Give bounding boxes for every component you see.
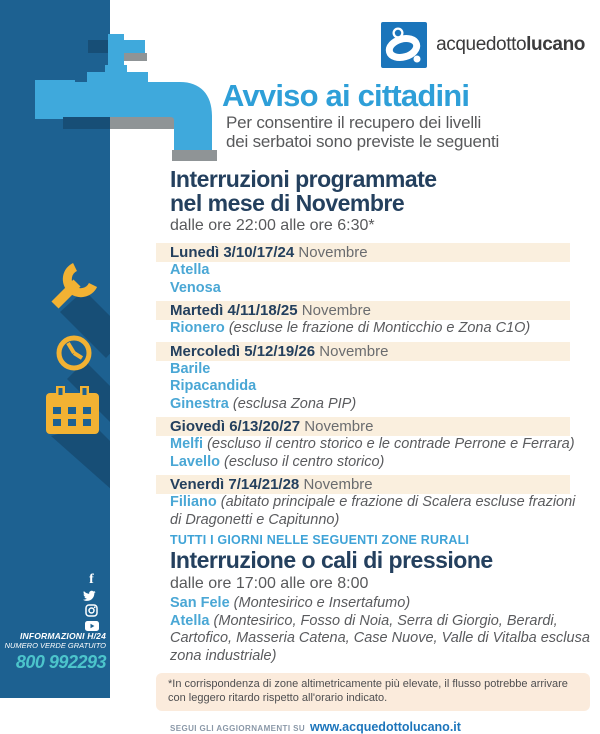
- town-item: Venosa: [170, 279, 221, 296]
- rural-town-item: San Fele (Montesirico e Insertafumo): [170, 595, 411, 611]
- info-block: [0, 631, 106, 651]
- town-item: Lavello (escluso il centro storico): [170, 453, 385, 470]
- page-title: Avviso ai cittadini: [222, 78, 470, 113]
- rural-kicker: TUTTI I GIORNI NELLE SEGUENTI ZONE RURALI: [170, 533, 470, 547]
- day-header: Lunedì 3/10/17/24 Novembre: [156, 243, 570, 262]
- instagram-icon[interactable]: [84, 603, 99, 618]
- follow-line: [170, 720, 590, 734]
- schedule-day-monday: [156, 243, 590, 297]
- toll-free-number: 800 992293: [15, 652, 106, 672]
- rural-time-note: dalle ore 17:00 alle ore 8:00: [170, 575, 369, 592]
- website-link[interactable]: www.acquedottolucano.it: [310, 720, 461, 734]
- brand-name: acquedottolucano: [436, 34, 585, 55]
- town-item: Melfi (escluso il centro storico e le contrade Perrone e Ferrara): [170, 436, 575, 452]
- twitter-icon[interactable]: [82, 588, 97, 603]
- town-item: Ginestra (esclusa Zona PIP): [170, 395, 357, 412]
- pressure-heading: Interruzione o cali di pressione: [170, 547, 493, 573]
- day-header: Venerdì 7/14/21/28 Novembre: [156, 475, 570, 494]
- schedule-day-wednesday: [156, 342, 590, 414]
- town-item: Atella: [170, 262, 210, 278]
- schedule-time-note: dalle ore 22:00 alle ore 6:30*: [170, 217, 375, 234]
- footnote-box: *In corrispondenza di zone altimetricamente più elevate, il flusso potrebbe arrivare con leggero ritardo rispetto all'orario indicato.: [156, 673, 590, 711]
- schedule-heading: Interruzioni programmate nel mese di Novembre: [170, 166, 437, 216]
- schedule-day-tuesday: [156, 301, 590, 338]
- schedule-day-thursday: [156, 417, 590, 471]
- day-header: Martedì 4/11/18/25 Novembre: [156, 301, 570, 320]
- town-item: Filiano (abitato principale e frazione di Scalera escluse frazioni di Dragonetti e Capitunno): [170, 494, 576, 528]
- town-item: Barile: [170, 360, 211, 377]
- town-item: Ripacandida: [170, 378, 257, 394]
- info-line2: NUMERO VERDE GRATUITO: [4, 641, 106, 650]
- subtitle-line1: Per consentire il recupero dei livelli: [226, 113, 482, 132]
- main-content: [156, 0, 590, 734]
- day-header: Mercoledì 5/12/19/26 Novembre: [156, 342, 570, 361]
- town-item: Rionero (escluse le frazione di Monticchio e Zona C1O): [170, 320, 531, 336]
- subtitle-line2: dei serbatoi sono previste le seguenti: [226, 132, 500, 151]
- calendar-icon: [45, 386, 110, 496]
- day-header: Giovedì 6/13/20/27 Novembre: [156, 417, 570, 436]
- rural-town-item: Atella (Montesirico, Fosso di Noia, Serra di Giorgio, Berardi, Cartofico, Masseria Catena, Case Nuove, Valle di Vitalba esclusa zona industriale): [170, 612, 590, 664]
- info-line1: INFORMAZIONI H/24: [19, 631, 106, 641]
- follow-label: SEGUI GLI AGGIORNAMENTI SU: [170, 724, 305, 733]
- facebook-icon[interactable]: f: [89, 572, 94, 587]
- schedule-day-friday: [156, 475, 590, 529]
